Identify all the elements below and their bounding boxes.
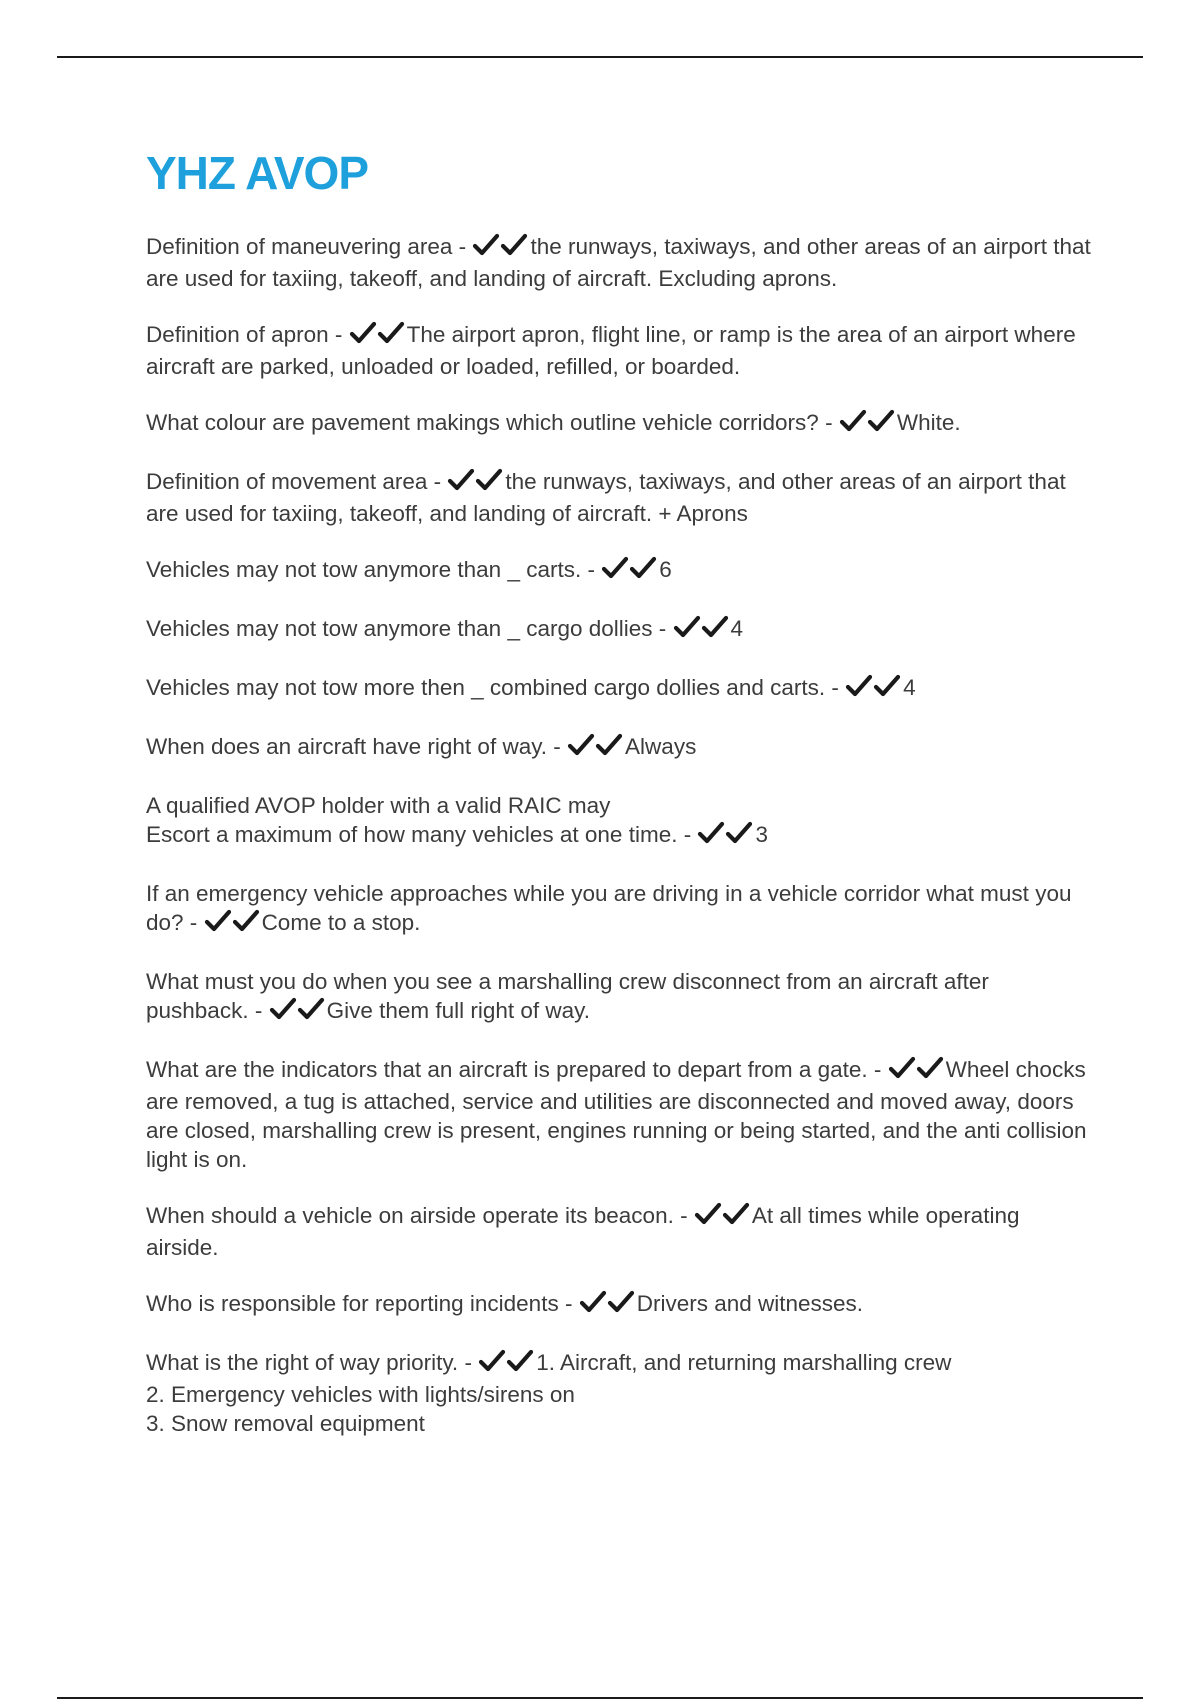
document-body [146, 148, 1096, 1465]
check-mark-icon [694, 1202, 722, 1226]
check-mark-icon [839, 409, 867, 433]
double-check-marks [567, 733, 623, 764]
answer-text: White. [896, 410, 961, 435]
qa-item [146, 555, 1096, 587]
double-check-marks [349, 321, 405, 352]
question-text: Vehicles may not tow anymore than _ cargo dollies - [146, 616, 667, 641]
qa-item [146, 1348, 1096, 1438]
question-text: Definition of maneuvering area - [146, 234, 467, 259]
double-check-marks [839, 409, 895, 440]
check-mark-icon [601, 556, 629, 580]
check-mark-icon [567, 733, 595, 757]
check-mark-icon [232, 909, 260, 933]
check-mark-icon [349, 321, 377, 345]
double-check-marks [579, 1290, 635, 1321]
answer-text: Always [625, 734, 697, 759]
check-mark-icon [500, 233, 528, 257]
top-rule [57, 56, 1143, 58]
answer-text: Come to a stop. [261, 910, 421, 935]
answer-text: 3 [755, 822, 768, 847]
check-mark-icon [478, 1349, 506, 1373]
double-check-marks [697, 821, 753, 852]
check-mark-icon [629, 556, 657, 580]
check-mark-icon [867, 409, 895, 433]
question-text: When does an aircraft have right of way. - [146, 734, 561, 759]
check-mark-icon [873, 674, 901, 698]
qa-item [146, 732, 1096, 764]
qa-item [146, 879, 1096, 940]
answer-text: 1. Aircraft, and returning marshalling crew 2. Emergency vehicles with lights/sirens on 3. Snow removal equipment [146, 1350, 952, 1436]
answer-text: The airport apron, flight line, or ramp is the area of an airport where aircraft are parked, unloaded or loaded, refilled, or boarded. [146, 322, 1076, 379]
check-mark-icon [269, 997, 297, 1021]
check-mark-icon [506, 1349, 534, 1373]
check-mark-icon [595, 733, 623, 757]
double-check-marks [845, 674, 901, 705]
question-text: When should a vehicle on airside operate its beacon. - [146, 1203, 688, 1228]
check-mark-icon [845, 674, 873, 698]
question-text: What is the right of way priority. - [146, 1350, 472, 1375]
check-mark-icon [472, 233, 500, 257]
question-text: What are the indicators that an aircraft is prepared to depart from a gate. - [146, 1057, 882, 1082]
qa-item [146, 614, 1096, 646]
question-text: What colour are pavement makings which outline vehicle corridors? - [146, 410, 833, 435]
qa-item [146, 673, 1096, 705]
question-text: If an emergency vehicle approaches while you are driving in a vehicle corridor what must you do? - [146, 881, 1072, 935]
check-mark-icon [697, 821, 725, 845]
check-mark-icon [673, 615, 701, 639]
double-check-marks [694, 1202, 750, 1233]
check-mark-icon [579, 1290, 607, 1314]
qa-item [146, 791, 1096, 852]
question-text: Who is responsible for reporting incidents - [146, 1291, 573, 1316]
answer-text: Give them full right of way. [326, 998, 591, 1023]
qa-list [146, 232, 1096, 1438]
check-mark-icon [204, 909, 232, 933]
answer-text: the runways, taxiways, and other areas of an airport that are used for taxiing, takeoff, and landing of aircraft. + Aprons [146, 469, 1066, 526]
qa-item [146, 408, 1096, 440]
qa-item [146, 467, 1096, 528]
answer-text: 4 [903, 675, 916, 700]
check-mark-icon [607, 1290, 635, 1314]
answer-text: 6 [659, 557, 672, 582]
qa-item [146, 1289, 1096, 1321]
check-mark-icon [916, 1056, 944, 1080]
double-check-marks [269, 997, 325, 1028]
double-check-marks [673, 615, 729, 646]
answer-text: the runways, taxiways, and other areas of an airport that are used for taxiing, takeoff, and landing of aircraft. Excluding aprons. [146, 234, 1091, 291]
qa-item [146, 1055, 1096, 1174]
qa-item [146, 320, 1096, 381]
check-mark-icon [447, 468, 475, 492]
check-mark-icon [888, 1056, 916, 1080]
check-mark-icon [297, 997, 325, 1021]
question-text: What must you do when you see a marshalling crew disconnect from an aircraft after pushback. - [146, 969, 989, 1023]
question-text: Definition of movement area - [146, 469, 442, 494]
double-check-marks [478, 1349, 534, 1380]
double-check-marks [601, 556, 657, 587]
answer-text: Drivers and witnesses. [636, 1291, 864, 1316]
qa-item [146, 1201, 1096, 1262]
bottom-rule [57, 1697, 1143, 1699]
qa-item [146, 967, 1096, 1028]
check-mark-icon [701, 615, 729, 639]
document-title: YHZ AVOP [146, 147, 369, 199]
question-text: A qualified AVOP holder with a valid RAIC may Escort a maximum of how many vehicles at one time. - [146, 793, 692, 847]
question-text: Vehicles may not tow anymore than _ carts. - [146, 557, 595, 582]
qa-item [146, 232, 1096, 293]
check-mark-icon [475, 468, 503, 492]
check-mark-icon [725, 821, 753, 845]
double-check-marks [447, 468, 503, 499]
question-text: Definition of apron - [146, 322, 343, 347]
question-text: Vehicles may not tow more then _ combined cargo dollies and carts. - [146, 675, 839, 700]
check-mark-icon [377, 321, 405, 345]
answer-text: Wheel chocks are removed, a tug is attached, service and utilities are disconnected and moved away, doors are closed, marshalling crew is present, engines running or being started, and the anti collision light is on. [146, 1057, 1087, 1172]
double-check-marks [204, 909, 260, 940]
answer-text: At all times while operating airside. [146, 1203, 1020, 1260]
double-check-marks [888, 1056, 944, 1087]
check-mark-icon [722, 1202, 750, 1226]
answer-text: 4 [730, 616, 744, 641]
double-check-marks [472, 233, 528, 264]
